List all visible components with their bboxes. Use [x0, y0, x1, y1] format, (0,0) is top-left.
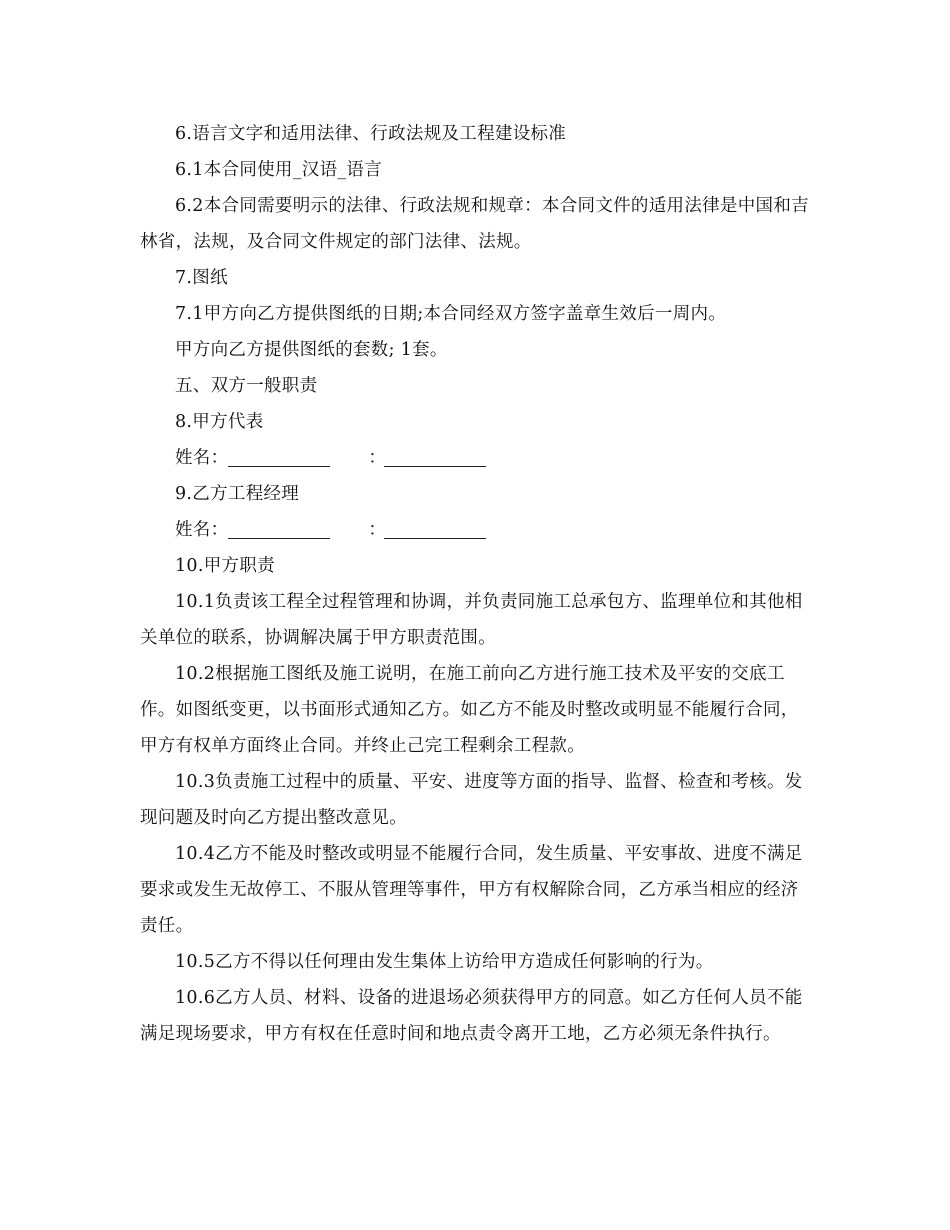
name-blank-field	[228, 516, 330, 539]
clause-10-3: 10.3负责施工过程中的质量、平安、进度等方面的指导、监督、检查和考核。发现问题及时向乙方提出整改意见。	[140, 772, 803, 828]
clause-10-1: 10.1负责该工程全过程管理和协调，并负责同施工总承包方、监理单位和其他相关单位的联系，协调解决属于甲方职责范围。	[140, 592, 803, 648]
section-5-heading: 五、双方一般职责	[175, 376, 318, 396]
clause-10-2: 10.2根据施工图纸及施工说明，在施工前向乙方进行施工技术及平安的交底工作。如图纸变更，以书面形式通知乙方。如乙方不能及时整改或明显不能履行合同，甲方有权单方面终止合同。并终止己完工程剩余工程款。	[140, 664, 799, 756]
colon-label: ：	[368, 520, 387, 540]
document-body	[140, 116, 812, 1052]
name-label: 姓名：	[175, 520, 229, 540]
party-b-manager-row	[140, 512, 812, 548]
party-a-representative-row	[140, 440, 812, 476]
clause-10-5: 10.5乙方不得以任何理由发生集体上访给甲方造成任何影响的行为。	[175, 952, 714, 972]
drawing-copies: 甲方向乙方提供图纸的套数; 1套。	[175, 340, 448, 360]
clause-9-heading: 9.乙方工程经理	[175, 484, 300, 504]
clause-6-heading: 6.语言文字和适用法律、行政法规及工程建设标准	[175, 124, 567, 144]
clause-8-heading: 8.甲方代表	[175, 412, 264, 432]
colon-label: ：	[368, 448, 387, 468]
clause-7-heading: 7.图纸	[175, 268, 228, 288]
clause-10-4: 10.4乙方不能及时整改或明显不能履行合同，发生质量、平安事故、进度不满足要求或发生无故停工、不服从管理等事件，甲方有权解除合同，乙方承当相应的经济责任。	[140, 844, 803, 936]
clause-10-6: 10.6乙方人员、材料、设备的进退场必须获得甲方的同意。如乙方任何人员不能满足现场要求，甲方有权在任意时间和地点责令离开工地，乙方必须无条件执行。	[140, 988, 803, 1044]
name-blank-field	[228, 444, 330, 467]
clause-6-1: 6.1本合同使用_汉语_语言	[175, 160, 383, 180]
clause-10-heading: 10.甲方职责	[175, 556, 275, 576]
clause-6-2: 6.2本合同需要明示的法律、行政法规和规章：本合同文件的适用法律是中国和吉林省，法规，及合同文件规定的部门法律、法规。	[140, 196, 809, 252]
value-blank-field	[384, 516, 486, 539]
clause-7-1: 7.1甲方向乙方提供图纸的日期;本合同经双方签字盖章生效后一周内。	[175, 304, 727, 324]
name-label: 姓名：	[175, 448, 229, 468]
value-blank-field	[384, 444, 486, 467]
